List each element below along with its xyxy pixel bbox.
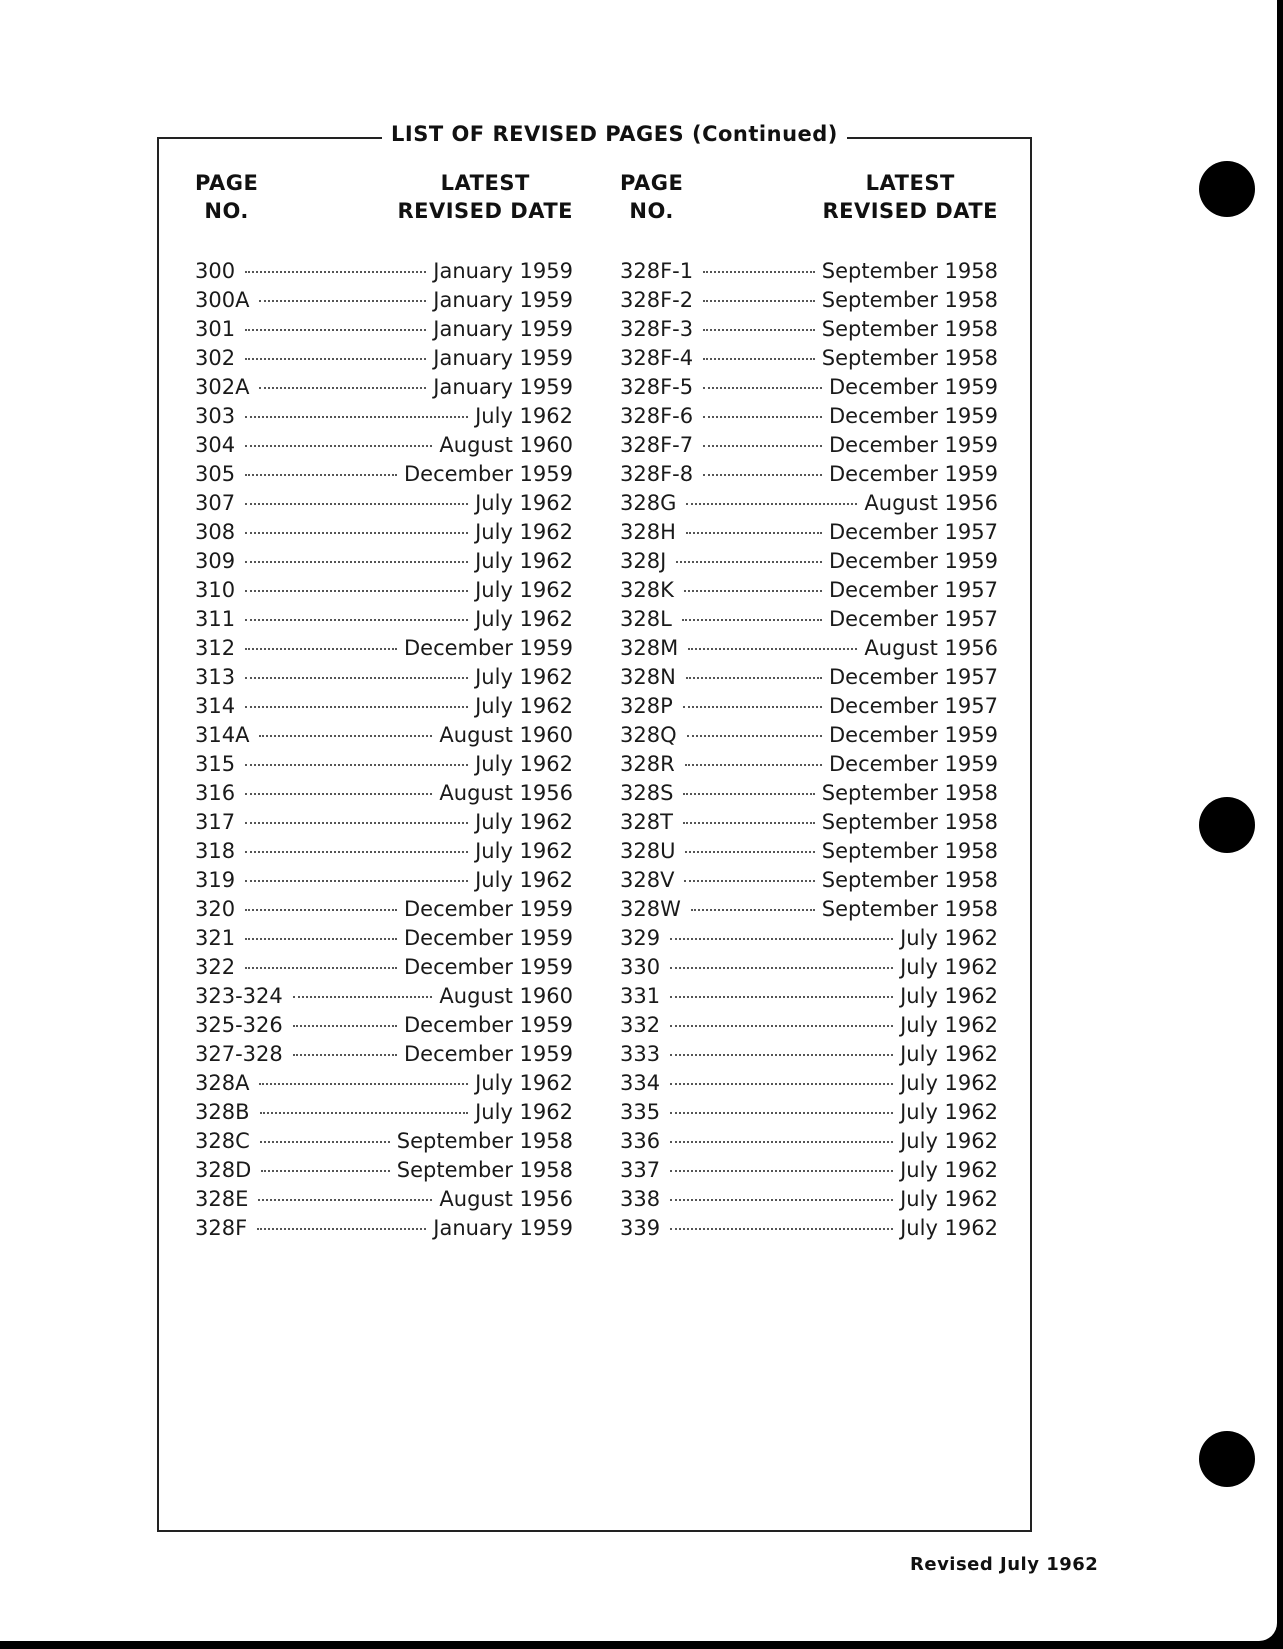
page-number: 310: [195, 578, 236, 602]
revised-date: July 1962: [475, 839, 573, 863]
revised-date: September 1958: [821, 317, 998, 341]
table-row: [620, 1158, 998, 1187]
revised-date: December 1957: [828, 520, 998, 544]
page-number: 327-328: [195, 1042, 283, 1066]
page-number: 302: [195, 346, 236, 370]
revised-date: July 1962: [475, 1071, 573, 1095]
revised-date: January 1959: [433, 375, 573, 399]
table-row: [620, 433, 998, 462]
dot-leader: [259, 735, 432, 737]
dot-leader: [245, 416, 468, 418]
revised-date: July 1962: [900, 984, 998, 1008]
dot-leader: [259, 387, 426, 389]
revised-date: December 1959: [828, 375, 998, 399]
page-number: 336: [620, 1129, 661, 1153]
revised-date: July 1962: [900, 1042, 998, 1066]
page-number: 328F-7: [620, 433, 694, 457]
revised-date: December 1957: [828, 607, 998, 631]
table-row: [620, 839, 998, 868]
dot-leader: [245, 474, 397, 476]
revised-date: December 1957: [828, 694, 998, 718]
page-number: 328N: [620, 665, 676, 689]
right-column-header: [620, 169, 998, 245]
revised-date: December 1959: [828, 433, 998, 457]
revised-date: July 1962: [475, 1100, 573, 1124]
page-number: 318: [195, 839, 236, 863]
dot-leader: [245, 938, 397, 940]
table-row: [195, 868, 573, 897]
table-row: [195, 897, 573, 926]
page-number: 303: [195, 404, 236, 428]
dot-leader: [670, 1199, 893, 1201]
revised-pages-frame: [157, 122, 1032, 1532]
page-header-line1: PAGE: [195, 171, 259, 195]
dot-leader: [245, 532, 468, 534]
revised-date: July 1962: [475, 868, 573, 892]
page-number: 301: [195, 317, 236, 341]
dot-leader: [245, 909, 397, 911]
table-row: [195, 636, 573, 665]
revised-date: July 1962: [900, 955, 998, 979]
table-row: [195, 665, 573, 694]
table-row: [620, 752, 998, 781]
page-number: 330: [620, 955, 661, 979]
table-row: [620, 1013, 998, 1042]
revised-date: December 1959: [403, 636, 573, 660]
revised-date: December 1959: [828, 752, 998, 776]
table-row: [195, 955, 573, 984]
table-row: [195, 1071, 573, 1100]
right-rows: [620, 259, 998, 1245]
revised-date: July 1962: [900, 1158, 998, 1182]
dot-leader: [257, 1228, 426, 1230]
dot-leader: [670, 1141, 893, 1143]
page-number: 334: [620, 1071, 661, 1095]
dot-leader: [686, 532, 822, 534]
table-row: [195, 578, 573, 607]
revised-date: September 1958: [821, 259, 998, 283]
revised-date: July 1962: [475, 549, 573, 573]
date-header-line2: REVISED DATE: [822, 199, 998, 223]
table-row: [620, 404, 998, 433]
page-number: 307: [195, 491, 236, 515]
revised-date: December 1959: [828, 723, 998, 747]
dot-leader: [670, 1112, 893, 1114]
page-number: 300: [195, 259, 236, 283]
table-row: [620, 288, 998, 317]
table-row: [195, 723, 573, 752]
table-row: [620, 578, 998, 607]
page-number: 304: [195, 433, 236, 457]
revised-date: December 1959: [403, 897, 573, 921]
revised-date: July 1962: [900, 1100, 998, 1124]
page-number: 319: [195, 868, 236, 892]
dot-leader: [670, 1170, 893, 1172]
page-number: 328S: [620, 781, 674, 805]
revised-date: December 1959: [828, 462, 998, 486]
revised-date: September 1958: [821, 897, 998, 921]
table-row: [195, 404, 573, 433]
revised-date: December 1959: [403, 462, 573, 486]
dot-leader: [245, 358, 426, 360]
revised-date: December 1959: [403, 1013, 573, 1037]
page-number: 338: [620, 1187, 661, 1211]
binder-hole-middle: [1199, 797, 1255, 853]
page-number: 328L: [620, 607, 672, 631]
dot-leader: [245, 648, 397, 650]
table-row: [195, 259, 573, 288]
revised-date: July 1962: [900, 1216, 998, 1240]
page-number: 328R: [620, 752, 675, 776]
page-number: 317: [195, 810, 236, 834]
revised-date: December 1959: [828, 404, 998, 428]
page-number: 328Q: [620, 723, 677, 747]
dot-leader: [685, 764, 822, 766]
revised-date: December 1957: [828, 665, 998, 689]
table-row: [195, 781, 573, 810]
dot-leader: [245, 851, 468, 853]
page-number: 328D: [195, 1158, 252, 1182]
dot-leader: [670, 1083, 893, 1085]
revised-date: July 1962: [475, 607, 573, 631]
table-row: [195, 462, 573, 491]
date-header-line1: LATEST: [865, 171, 955, 195]
table-row: [620, 926, 998, 955]
revised-date: September 1958: [821, 839, 998, 863]
page-number: 328W: [620, 897, 681, 921]
revised-date: August 1956: [439, 781, 573, 805]
dot-leader: [259, 1083, 468, 1085]
page-number: 328B: [195, 1100, 250, 1124]
page-number: 328T: [620, 810, 673, 834]
dot-leader: [245, 271, 426, 273]
dot-leader: [245, 764, 468, 766]
revised-date: December 1957: [828, 578, 998, 602]
dot-leader: [670, 967, 893, 969]
page-number: 314A: [195, 723, 250, 747]
page-number: 315: [195, 752, 236, 776]
revised-date: July 1962: [475, 520, 573, 544]
dot-leader: [684, 880, 814, 882]
revised-date: July 1962: [900, 1013, 998, 1037]
revised-date: August 1956: [864, 491, 998, 515]
revised-date: July 1962: [900, 1187, 998, 1211]
revised-date: August 1960: [439, 984, 573, 1008]
revised-date: September 1958: [821, 781, 998, 805]
dot-leader: [691, 909, 815, 911]
revised-date: September 1958: [396, 1158, 573, 1182]
table-row: [195, 288, 573, 317]
revised-date: September 1958: [821, 868, 998, 892]
dot-leader: [245, 822, 468, 824]
table-row: [620, 868, 998, 897]
dot-leader: [245, 503, 468, 505]
table-row: [620, 1100, 998, 1129]
dot-leader: [245, 561, 468, 563]
page-number: 314: [195, 694, 236, 718]
page-number: 313: [195, 665, 236, 689]
revised-date: December 1959: [403, 1042, 573, 1066]
dot-leader: [683, 706, 822, 708]
revised-date: July 1962: [475, 694, 573, 718]
table-row: [195, 491, 573, 520]
binder-hole-bottom: [1199, 1431, 1255, 1487]
page-number: 328F-5: [620, 375, 694, 399]
dot-leader: [703, 387, 822, 389]
table-row: [620, 317, 998, 346]
table-row: [195, 926, 573, 955]
page-number: 335: [620, 1100, 661, 1124]
frame-title: LIST OF REVISED PAGES (Continued): [382, 122, 847, 146]
dot-leader: [683, 822, 815, 824]
dot-leader: [683, 793, 814, 795]
revised-date: July 1962: [475, 491, 573, 515]
page-number: 339: [620, 1216, 661, 1240]
page-number: 328M: [620, 636, 679, 660]
table-row: [620, 1042, 998, 1071]
dot-leader: [258, 1199, 432, 1201]
revised-date: December 1959: [828, 549, 998, 573]
dot-leader: [245, 880, 468, 882]
table-row: [620, 723, 998, 752]
page-number: 328U: [620, 839, 676, 863]
dot-leader: [245, 445, 432, 447]
page-number: 311: [195, 607, 236, 631]
table-row: [620, 462, 998, 491]
table-row: [620, 694, 998, 723]
page-number: 328H: [620, 520, 676, 544]
revised-date: January 1959: [433, 259, 573, 283]
dot-leader: [293, 996, 433, 998]
page-number: 328J: [620, 549, 667, 573]
page-number: 333: [620, 1042, 661, 1066]
page-number: 305: [195, 462, 236, 486]
dot-leader: [703, 329, 815, 331]
dot-leader: [245, 706, 468, 708]
page-number: 328E: [195, 1187, 249, 1211]
table-row: [195, 346, 573, 375]
page-number: 328F-2: [620, 288, 694, 312]
table-row: [620, 491, 998, 520]
table-row: [620, 549, 998, 578]
dot-leader: [259, 300, 426, 302]
table-row: [620, 1187, 998, 1216]
revised-date: July 1962: [475, 665, 573, 689]
table-row: [620, 665, 998, 694]
table-row: [620, 810, 998, 839]
dot-leader: [703, 271, 815, 273]
page-header-line2: NO.: [629, 199, 674, 223]
table-row: [195, 375, 573, 404]
revised-date: December 1959: [403, 926, 573, 950]
revised-date: July 1962: [475, 810, 573, 834]
page-number: 321: [195, 926, 236, 950]
table-row: [195, 1187, 573, 1216]
dot-leader: [687, 735, 822, 737]
table-row: [195, 607, 573, 636]
table-row: [195, 1042, 573, 1071]
table-row: [195, 1158, 573, 1187]
table-row: [620, 1216, 998, 1245]
table-row: [195, 1100, 573, 1129]
table-row: [195, 752, 573, 781]
revised-date: July 1962: [900, 1071, 998, 1095]
table-row: [620, 955, 998, 984]
table-row: [620, 897, 998, 926]
revised-date: January 1959: [433, 288, 573, 312]
table-row: [620, 607, 998, 636]
page-number: 328A: [195, 1071, 250, 1095]
dot-leader: [293, 1025, 397, 1027]
page-header-line2: NO.: [204, 199, 249, 223]
dot-leader: [703, 445, 822, 447]
dot-leader: [703, 474, 822, 476]
dot-leader: [245, 677, 468, 679]
revised-date: July 1962: [475, 404, 573, 428]
revised-date: December 1959: [403, 955, 573, 979]
dot-leader: [676, 561, 822, 563]
page-number: 302A: [195, 375, 250, 399]
revised-date: September 1958: [821, 288, 998, 312]
dot-leader: [682, 619, 822, 621]
page-number: 332: [620, 1013, 661, 1037]
table-row: [620, 1129, 998, 1158]
revised-date: July 1962: [900, 926, 998, 950]
page-number: 328F: [195, 1216, 248, 1240]
dot-leader: [670, 1025, 893, 1027]
dot-leader: [685, 851, 814, 853]
page-number: 328P: [620, 694, 673, 718]
dot-leader: [670, 1228, 893, 1230]
dot-leader: [686, 677, 822, 679]
date-header-line1: LATEST: [440, 171, 530, 195]
dot-leader: [684, 590, 822, 592]
dot-leader: [703, 300, 815, 302]
page-number: 320: [195, 897, 236, 921]
dot-leader: [260, 1141, 390, 1143]
revised-date: July 1962: [475, 752, 573, 776]
revision-footer: Revised July 1962: [910, 1554, 1099, 1575]
table-row: [195, 1216, 573, 1245]
right-column: [620, 169, 998, 1245]
revised-date: August 1960: [439, 723, 573, 747]
table-row: [620, 346, 998, 375]
table-row: [620, 984, 998, 1013]
dot-leader: [261, 1170, 390, 1172]
page-number: 309: [195, 549, 236, 573]
page-no-header: [195, 169, 258, 225]
dot-leader: [686, 503, 857, 505]
page-number: 300A: [195, 288, 250, 312]
page-header-line1: PAGE: [620, 171, 684, 195]
page-number: 323-324: [195, 984, 283, 1008]
revised-date: August 1956: [439, 1187, 573, 1211]
dot-leader: [670, 996, 893, 998]
page-number: 328V: [620, 868, 675, 892]
revised-date: January 1959: [433, 346, 573, 370]
dot-leader: [245, 619, 468, 621]
page-number: 328F-4: [620, 346, 694, 370]
page-number: 329: [620, 926, 661, 950]
table-row: [620, 259, 998, 288]
table-row: [195, 1013, 573, 1042]
revised-date: August 1956: [864, 636, 998, 660]
date-header-line2: REVISED DATE: [397, 199, 573, 223]
dot-leader: [260, 1112, 469, 1114]
page-number: 328F-1: [620, 259, 694, 283]
page-no-header: [620, 169, 683, 225]
revised-date: September 1958: [396, 1129, 573, 1153]
revised-date-header: [397, 169, 573, 225]
table-row: [195, 1129, 573, 1158]
page-number: 312: [195, 636, 236, 660]
left-rows: [195, 259, 573, 1245]
table-row: [195, 317, 573, 346]
table-row: [195, 433, 573, 462]
dot-leader: [245, 329, 426, 331]
page-number: 328K: [620, 578, 674, 602]
page-number: 331: [620, 984, 661, 1008]
table-row: [620, 375, 998, 404]
dot-leader: [245, 793, 432, 795]
table-row: [195, 839, 573, 868]
table-row: [620, 636, 998, 665]
revised-date: August 1960: [439, 433, 573, 457]
page-number: 337: [620, 1158, 661, 1182]
revised-date: January 1959: [433, 1216, 573, 1240]
left-column: [195, 169, 573, 1245]
dot-leader: [703, 416, 822, 418]
page-number: 328F-3: [620, 317, 694, 341]
page-number: 328F-6: [620, 404, 694, 428]
dot-leader: [670, 938, 893, 940]
page-number: 328C: [195, 1129, 250, 1153]
left-column-header: [195, 169, 573, 245]
dot-leader: [293, 1054, 397, 1056]
page-number: 322: [195, 955, 236, 979]
table-row: [195, 810, 573, 839]
page-number: 328F-8: [620, 462, 694, 486]
dot-leader: [245, 590, 468, 592]
revised-date: July 1962: [475, 578, 573, 602]
dot-leader: [688, 648, 857, 650]
page-number: 316: [195, 781, 236, 805]
dot-leader: [703, 358, 815, 360]
revised-date: September 1958: [821, 810, 998, 834]
table-row: [620, 520, 998, 549]
revised-date: January 1959: [433, 317, 573, 341]
page-number: 308: [195, 520, 236, 544]
dot-leader: [670, 1054, 893, 1056]
table-row: [620, 781, 998, 810]
table-row: [195, 549, 573, 578]
table-row: [195, 694, 573, 723]
binder-hole-top: [1199, 161, 1255, 217]
revised-date: July 1962: [900, 1129, 998, 1153]
revised-date-header: [822, 169, 998, 225]
revised-date: September 1958: [821, 346, 998, 370]
table-row: [195, 984, 573, 1013]
table-row: [195, 520, 573, 549]
table-row: [620, 1071, 998, 1100]
page-number: 328G: [620, 491, 677, 515]
page-number: 325-326: [195, 1013, 283, 1037]
dot-leader: [245, 967, 397, 969]
